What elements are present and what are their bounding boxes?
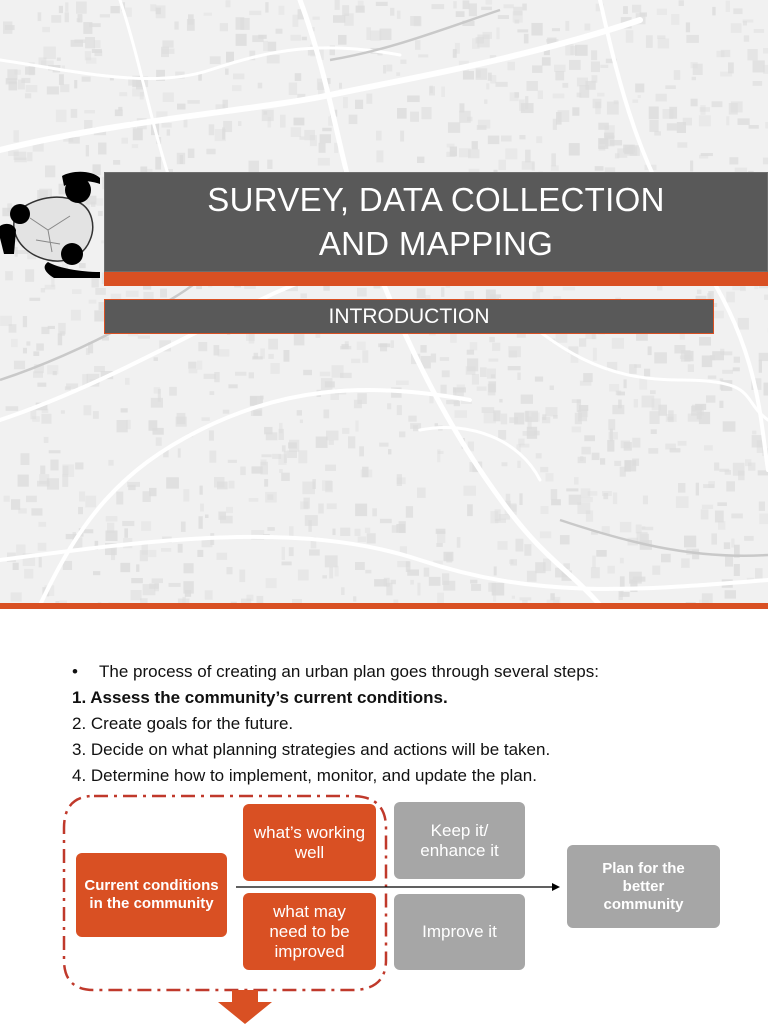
intro-text: The process of creating an urban plan goes through several steps:	[99, 662, 599, 681]
intro-bullet	[72, 659, 762, 685]
title-line-1: SURVEY, DATA COLLECTION	[207, 181, 665, 218]
community-hands-logo-icon	[0, 168, 104, 278]
need-improve-label: what may need to be improved	[269, 901, 350, 961]
plan-better-community-label: Plan for the better community	[602, 859, 685, 913]
step-1: 1. Assess the community’s current conditions.	[72, 688, 448, 707]
current-conditions-box	[76, 853, 227, 937]
title-line-2: AND MAPPING	[318, 225, 554, 262]
need-improve-box	[243, 893, 376, 970]
working-well-box	[243, 804, 376, 881]
step-2: 2. Create goals for the future.	[72, 714, 294, 733]
steps-list	[72, 659, 762, 789]
improve-it-box	[394, 894, 525, 970]
content-slide	[0, 609, 768, 1024]
down-arrow-icon	[218, 990, 272, 1024]
current-conditions-label: Current conditions in the community	[84, 877, 219, 912]
slide-title	[104, 178, 768, 266]
step-4: 4. Determine how to implement, monitor, and update the plan.	[72, 766, 537, 785]
plan-better-community-box	[567, 845, 720, 928]
arrow-head-icon	[552, 883, 560, 891]
working-well-label: what’s working well	[253, 822, 366, 862]
subtitle-bar: INTRODUCTION	[104, 299, 714, 334]
title-accent-line	[104, 272, 768, 286]
improve-it-label: Improve it	[422, 922, 497, 941]
keep-enhance-box	[394, 802, 525, 879]
step-3: 3. Decide on what planning strategies and actions will be taken.	[72, 740, 551, 759]
planning-diagram	[0, 794, 768, 1024]
bullet-icon: •	[72, 662, 78, 681]
keep-enhance-label: Keep it/ enhance it	[420, 820, 499, 860]
